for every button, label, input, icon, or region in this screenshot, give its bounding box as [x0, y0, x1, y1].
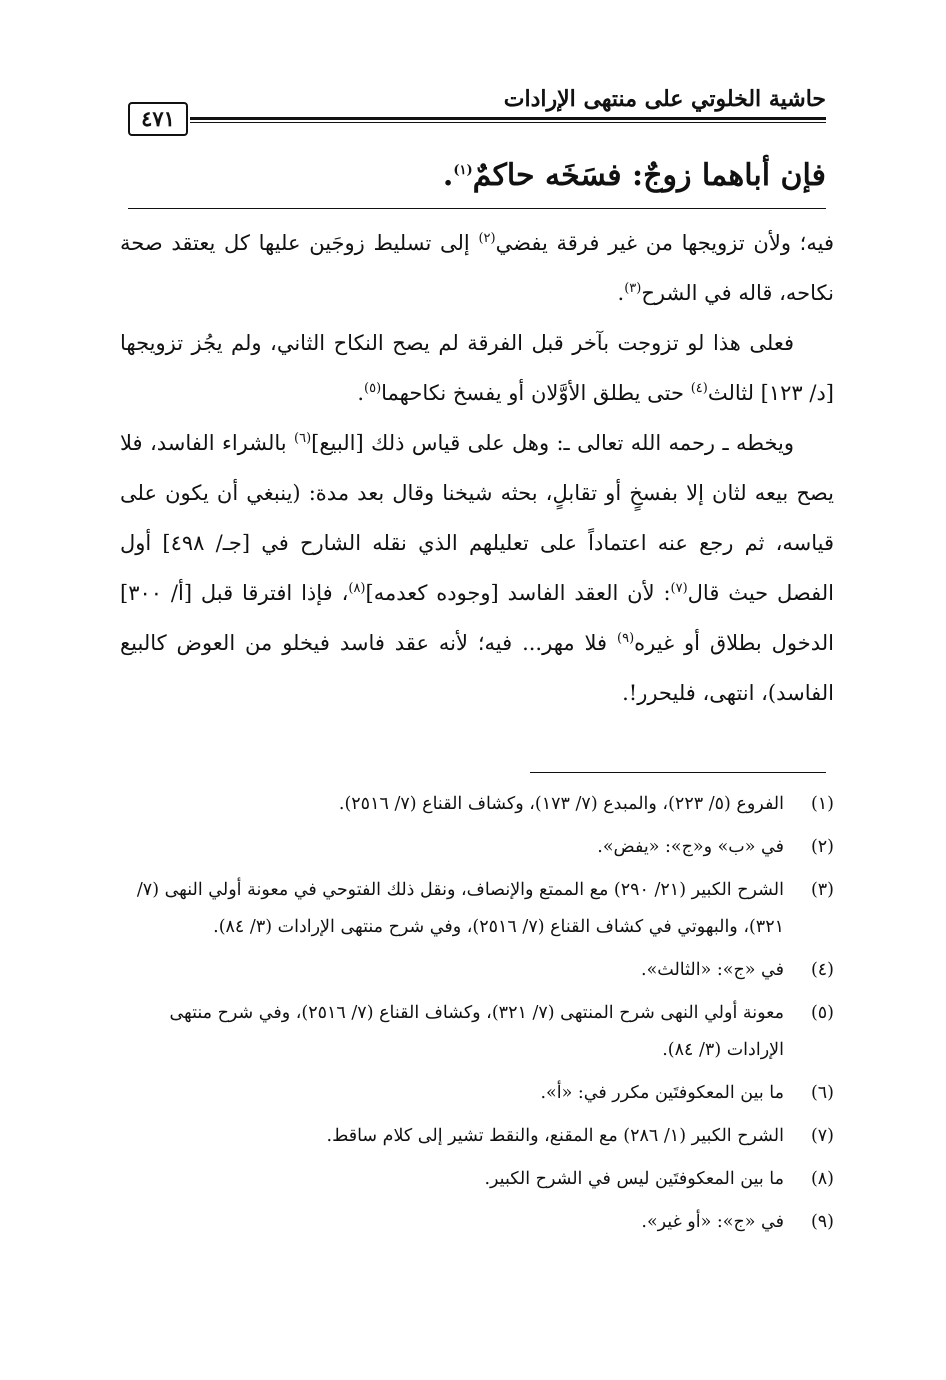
- text-segment: فلا مهر... فيه؛ لأنه عقد فاسد فيخلو من العوض كالبيع الفاسد)، انتهى، فليحرر!.: [120, 631, 834, 705]
- footnote-ref: (٦): [294, 431, 312, 446]
- footnote-text: في «ج»: «أو غير».: [641, 1212, 784, 1232]
- footnote-ref: (٤): [690, 381, 708, 396]
- text-segment: فعلى هذا لو تزوجت بآخر قبل الفرقة لم يصح النكاح الثاني، ولم يجُز تزويجها [د/ ١٢٣] لثالث: [120, 331, 834, 405]
- matn-rule: [128, 208, 826, 209]
- footnote-ref: (٢): [478, 231, 496, 246]
- matn-end: .: [442, 158, 454, 193]
- footnote: [120, 995, 834, 1069]
- footnote-ref: (٩): [617, 631, 635, 646]
- text-segment: .: [617, 281, 625, 305]
- text-segment: ، فإذا افترقا قبل [أ/ ٣٠٠] الدخول بطلاق أو غيره: [120, 581, 834, 655]
- footnote-number: (٧): [810, 1126, 834, 1146]
- footnote: [120, 1118, 834, 1155]
- footnote-number: (٤): [810, 960, 834, 980]
- footnote-number: (٢): [810, 837, 834, 857]
- text-segment: ويخطه ـ رحمه الله تعالى ـ: وهل على قياس ذلك [البيع]: [311, 431, 794, 455]
- footnote-text: الشرح الكبير (١/ ٢٨٦) مع المقنع، والنقط تشير إلى كلام ساقط.: [326, 1126, 784, 1146]
- footnote: [120, 952, 834, 989]
- footnote-text: ما بين المعكوفتَين ليس في الشرح الكبير.: [484, 1169, 784, 1189]
- header-rule: [190, 117, 826, 123]
- footnote: [120, 1075, 834, 1112]
- commentary-body: [120, 218, 834, 718]
- page-number: ٤٧١: [128, 102, 188, 136]
- footnote-number: (٥): [810, 1003, 834, 1023]
- paragraph-3: [120, 418, 834, 718]
- footnote-ref: (٥): [364, 381, 382, 396]
- text-segment: .: [357, 381, 364, 405]
- matn-line: [120, 158, 826, 193]
- matn-footnote-ref: (١): [453, 163, 473, 178]
- footnote-number: (٦): [810, 1083, 834, 1103]
- footnote-text: معونة أولي النهى شرح المنتهى (٧/ ٣٢١)، وكشاف القناع (٧/ ٢٥١٦)، وفي شرح منتهى الإرادات (٣/ ٨٤).: [169, 1003, 784, 1060]
- paragraph-1: [120, 218, 834, 318]
- footnote-text: الفروع (٥/ ٢٢٣)، والمبدع (٧/ ١٧٣)، وكشاف القناع (٧/ ٢٥١٦).: [338, 794, 784, 814]
- text-segment: بالشراء الفاسد، فلا يصح بيعه لثان إلا بفسخٍ أو تقابلٍ، بحثه شيخنا وقال بعد مدة: (ينبغي أن يكون على قياسه، ثم رجع عنه اعتماداً على تعليلهم الذي نقله الشارح في [جـ/ ٤٩٨] أول الفصل حيث قال: [120, 431, 835, 605]
- footnote-ref: (٧): [670, 581, 688, 596]
- footnote-rule: [530, 772, 826, 773]
- footnote-text: في «ج»: «الثالث».: [641, 960, 784, 980]
- footnote-ref: (٣): [624, 281, 642, 296]
- footnote-text: ما بين المعكوفتَين مكرر في: «أ».: [540, 1083, 784, 1103]
- matn-text: فإن أباهما زوجٌ: فسَخَه حاكمٌ: [472, 158, 826, 193]
- footnote: [120, 786, 834, 823]
- footnote: [120, 1204, 834, 1241]
- footnote: [120, 829, 834, 866]
- footnote-number: (٩): [810, 1212, 834, 1232]
- footnote-number: (١): [810, 794, 834, 814]
- footnote-ref: (٨): [348, 581, 366, 596]
- footnote-number: (٨): [810, 1169, 834, 1189]
- footnote-number: (٣): [810, 880, 834, 900]
- text-segment: حتى يطلق الأوَّلان أو يفسخ نكاحهما: [381, 381, 691, 405]
- footnote: [120, 1161, 834, 1198]
- text-segment: إلى تسليط زوجَين عليها كل يعتقد صحة نكاحه، قاله في الشرح: [120, 231, 834, 305]
- running-title: حاشية الخلوتي على منتهى الإرادات: [503, 86, 826, 112]
- text-segment: : لأن العقد الفاسد [وجوده كعدمه]: [365, 581, 671, 605]
- footnote: [120, 872, 834, 946]
- footnote-text: في «ب» و«ج»: «يفض».: [597, 837, 784, 857]
- text-segment: فيه؛ ولأن تزويجها من غير فرقة يفضي: [495, 231, 834, 255]
- paragraph-2: [120, 318, 834, 418]
- footnotes: [120, 786, 834, 1247]
- footnote-text: الشرح الكبير (٢١/ ٢٩٠) مع الممتع والإنصاف، ونقل ذلك الفتوحي في معونة أولي النهى (٧/ ٣٢١)، والبهوتي في كشاف القناع (٧/ ٢٥١٦)، وفي شرح منتهى الإرادات (٣/ ٨٤).: [136, 880, 784, 937]
